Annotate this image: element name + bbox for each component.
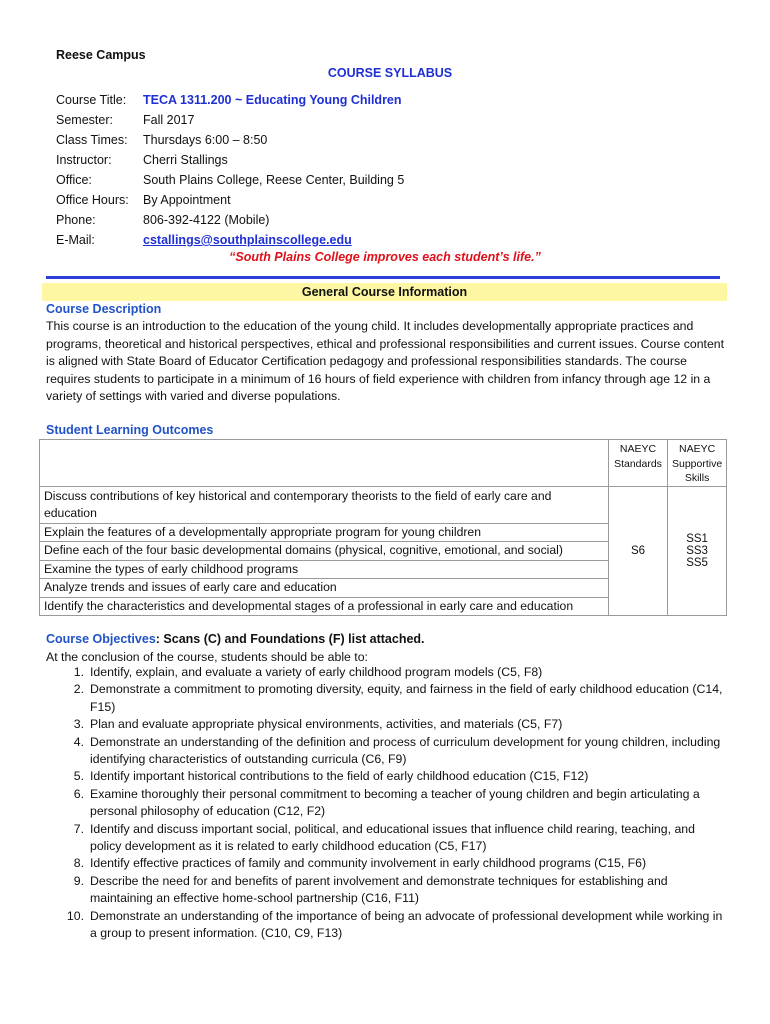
info-label: Office: [56,173,92,187]
list-item [46,716,726,733]
info-label: Course Title: [56,93,127,107]
item-text: Identify effective practices of family and community involvement in early childhood programs (C15, F6) [90,856,647,871]
item-number: 3. [73,717,84,732]
list-item [46,855,726,872]
list-item [46,786,726,821]
item-text: Describe the need for and benefits of parent involvement and demonstrate techniques for establishing and maintaining an effective home-school partnership (C16, F11) [90,873,668,906]
syllabus-title: COURSE SYLLABUS [327,66,453,80]
skill-value: SS3 [686,544,708,557]
campus-name: Reese Campus [56,48,146,62]
section-divider [46,276,720,279]
naeyc-standards-header: NAEYC Standards [609,440,668,487]
list-item [46,873,726,908]
item-number: 4. [73,734,84,749]
skill-value: SS5 [686,556,708,569]
course-description-text: This course is an introduction to the education of the young child. It includes developmentally appropriate practices and programs, theoretical and historical perspectives, ethical and professional responsibilities and current issues. Course content is aligned with State Board of Educator Certification pedagogy and professional responsibilities standards. The course requires students to participate in a minimum of 16 hours of field experience with children from infancy through age 12 in a variety of settings with varied and diverse populations. [46,319,725,404]
item-text: Demonstrate a commitment to promoting diversity, equity, and fairness in the field of early childhood education (C14, F15) [90,682,723,714]
info-label: Class Times: [56,133,128,147]
course-info [56,90,404,250]
objectives-heading-label: Course Objectives [46,632,156,646]
learning-outcomes-table [39,439,727,616]
list-item [46,768,726,785]
course-title-value: TECA 1311.200 ~ Educating Young Children [143,93,402,107]
outcome-item: Define each of the four basic developmental domains (physical, cognitive, emotional, and social) [40,542,609,561]
naeyc-skills-header: NAEYC Supportive Skills [668,440,727,487]
item-number: 10. [66,908,84,923]
list-item [46,664,726,681]
college-motto: “South Plains College improves each student’s life.” [229,250,541,264]
outcome-item: Examine the types of early childhood programs [40,560,609,579]
table-header-row [40,440,727,487]
item-text: Identify and discuss important social, political, and educational issues that influence child rearing, teaching, and policy development as it is related to early childhood education (C5, F17) [90,821,695,854]
item-text: Identify, explain, and evaluate a variety of early childhood program models (C5, F8) [90,665,543,679]
course-objectives-heading [46,632,425,646]
objectives-intro: At the conclusion of the course, students should be able to: [46,650,368,664]
item-number: 1. [73,665,84,679]
naeyc-standard-value: S6 [609,486,668,616]
item-text: Plan and evaluate appropriate physical environments, activities, and materials (C5, F7) [90,717,563,732]
item-number: 5. [73,769,84,784]
info-label: Instructor: [56,153,112,167]
skill-value: SS1 [686,532,708,545]
table-row [40,486,727,523]
office-hours-value: By Appointment [143,193,231,207]
naeyc-skills-values [668,486,727,616]
learning-outcomes-heading: Student Learning Outcomes [46,423,214,437]
item-number: 2. [73,682,84,697]
info-row-class-times [56,130,404,150]
general-info-heading: General Course Information [42,283,727,301]
item-text: Examine thoroughly their personal commitment to becoming a teacher of young children and begin articulating a personal philosophy of education (C12, F2) [90,786,700,819]
info-row-instructor [56,150,404,170]
item-number: 9. [73,873,84,888]
objectives-list [46,664,726,943]
semester-value: Fall 2017 [143,113,195,127]
email-link[interactable]: cstallings@southplainscollege.edu [143,233,352,247]
info-row-office-hours [56,190,404,210]
header-blank-cell [40,440,609,487]
item-number: 8. [73,856,84,871]
info-label: Phone: [56,213,96,227]
info-row-title [56,90,404,110]
info-row-office [56,170,404,190]
list-item [46,821,726,856]
info-row-semester [56,110,404,130]
list-item [46,681,726,716]
objectives-heading-note: : Scans (C) and Foundations (F) list attached. [155,632,425,646]
info-row-phone [56,210,404,230]
item-text: Demonstrate an understanding of the importance of being an advocate of professional development while working in a group to present information. (C10, C9, F13) [90,908,723,941]
info-row-email [56,230,404,250]
course-description-heading: Course Description [46,302,162,316]
office-value: South Plains College, Reese Center, Building 5 [143,173,405,187]
item-text: Identify important historical contributions to the field of early childhood education (C15, F12) [90,769,589,784]
list-item [46,908,726,943]
outcome-item: Analyze trends and issues of early care and education [40,579,609,598]
instructor-value: Cherri Stallings [143,153,228,167]
item-number: 6. [73,786,84,801]
outcome-item: Explain the features of a developmentally appropriate program for young children [40,523,609,542]
outcome-item: Discuss contributions of key historical and contemporary theorists to the field of early care and education [40,486,609,523]
class-times-value: Thursdays 6:00 – 8:50 [143,133,268,147]
outcome-item: Identify the characteristics and developmental stages of a professional in early care and education [40,597,609,616]
item-text: Demonstrate an understanding of the definition and process of curriculum development for young children, including identifying characteristics of outstanding curricula (C6, F9) [90,734,721,767]
item-number: 7. [73,821,84,836]
info-label: E-Mail: [56,233,95,247]
phone-value: 806-392-4122 (Mobile) [143,213,270,227]
info-label: Office Hours: [56,193,129,207]
list-item [46,734,726,769]
info-label: Semester: [56,113,113,127]
